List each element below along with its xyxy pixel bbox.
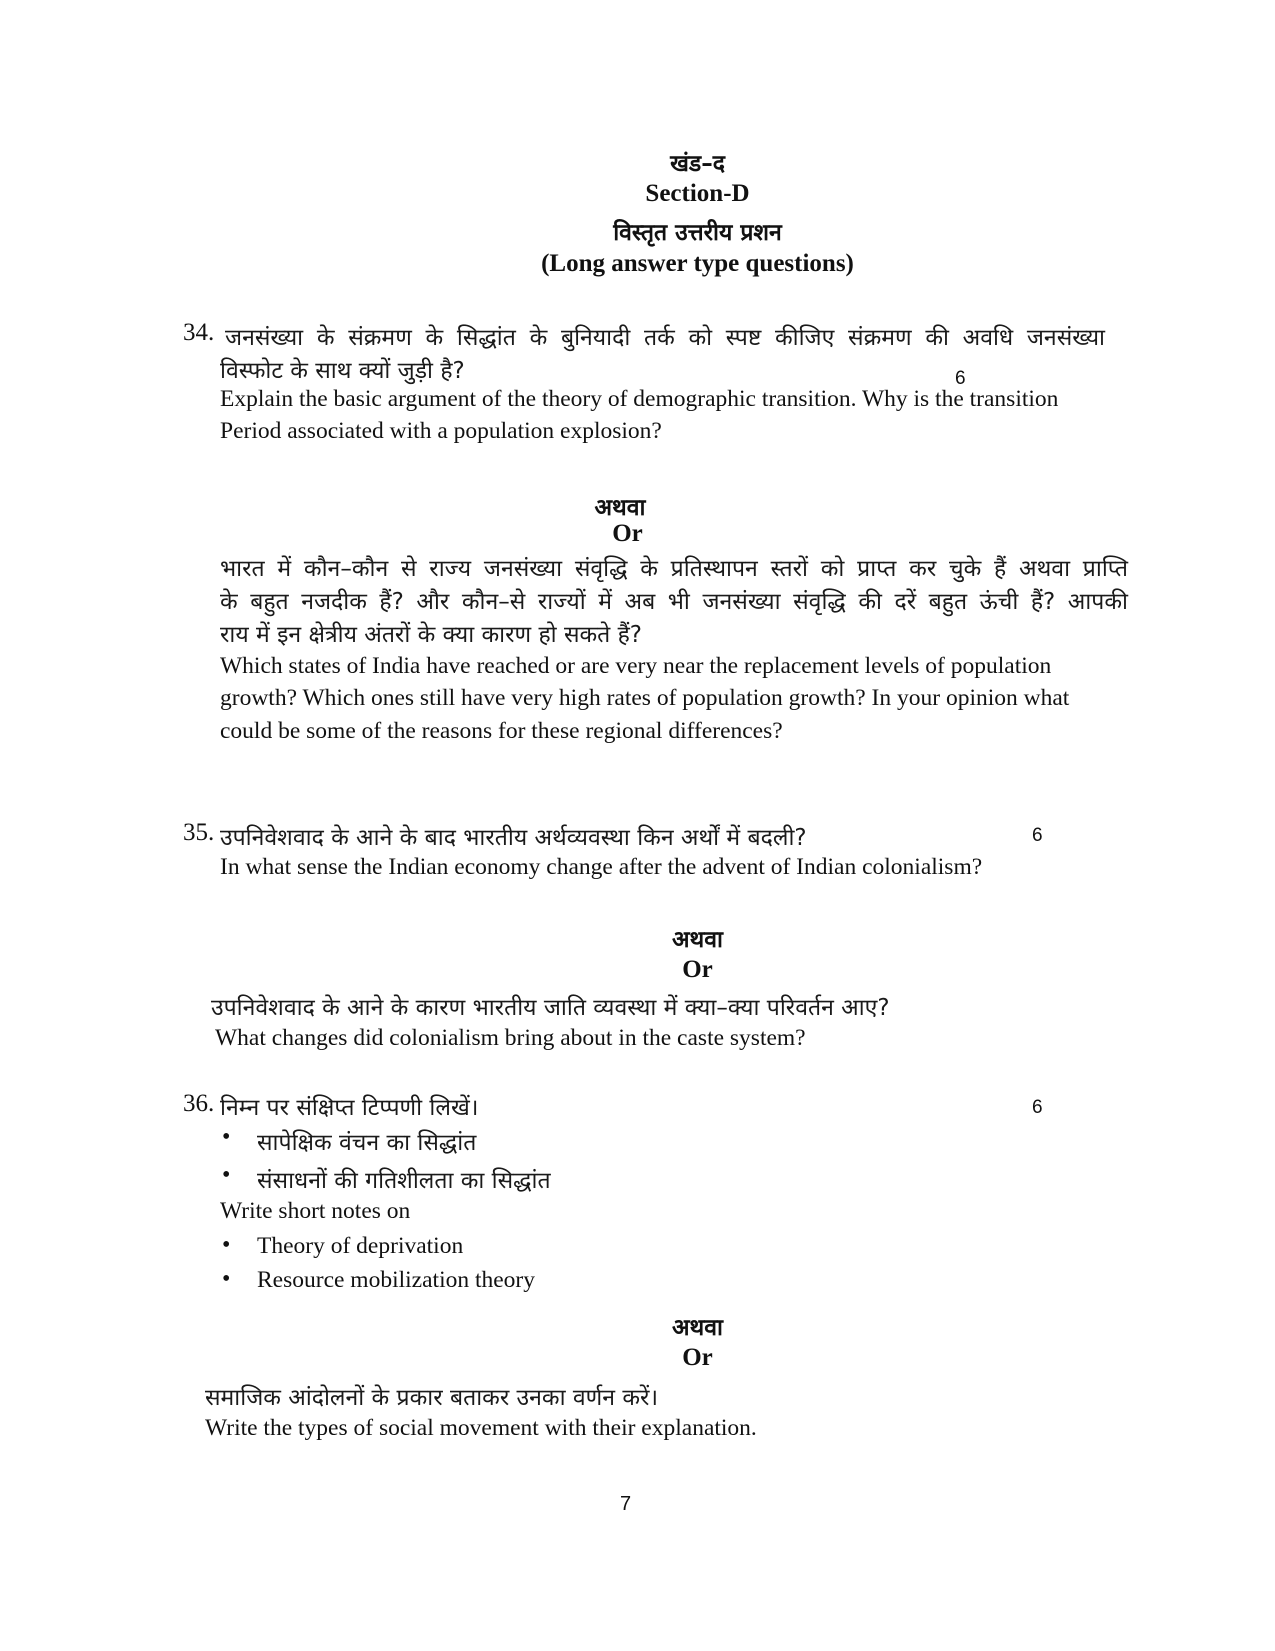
section-title-english: Section-D <box>645 180 750 207</box>
question-36-hindi-line1: निम्न पर संक्षिप्त टिप्पणी लिखें। <box>220 1095 479 1121</box>
question-34-alt-english-line1: Which states of India have reached or are very near the replacement levels of population <box>220 653 1052 679</box>
question-34-english-line1: Explain the basic argument of the theory of demographic transition. Why is the transition <box>220 386 1059 412</box>
question-35-alt-hindi-line1: उपनिवेशवाद के आने के कारण भारतीय जाति व्यवस्था में क्या–क्या परिवर्तन आए? <box>211 995 890 1021</box>
question-36-alt-hindi-line1: समाजिक आंदोलनों के प्रकार बताकर उनका वर्णन करें। <box>205 1385 659 1411</box>
question-34-number: 34. <box>183 319 215 346</box>
question-35-alt-english-line1: What changes did colonialism bring about in the caste system? <box>215 1025 806 1051</box>
question-34-english-line2: Period associated with a population explosion? <box>220 418 662 444</box>
question-35-english-line1: In what sense the Indian economy change after the advent of Indian colonialism? <box>220 854 983 880</box>
question-36-hindi-bullet-2: संसाधनों की गतिशीलता का सिद्धांत <box>257 1168 551 1194</box>
question-36-english-intro: Write short notes on <box>220 1198 411 1224</box>
question-36-alt-english-line1: Write the types of social movement with their explanation. <box>205 1415 757 1441</box>
question-34-marks: 6 <box>955 368 966 389</box>
question-34-alt-hindi-line3: राय में इन क्षेत्रीय अंतरों के क्या कारण हो सकते हैं? <box>220 622 642 648</box>
question-34-hindi-line1: जनसंख्या के संक्रमण के सिद्धांत के बुनियादी तर्क को स्पष्ट कीजिए संक्रमण की अवधि जनसंख्या <box>225 325 1105 351</box>
question-34-alt-english-line2: growth? Which ones still have very high rates of population growth? In your opinion what <box>220 685 1070 711</box>
question-34-alt-hindi-line1: भारत में कौन–कौन से राज्य जनसंख्या संवृद्धि के प्रतिस्थापन स्तरों को प्राप्त कर चुके हैं अथवा प्राप्ति <box>220 556 1128 582</box>
question-36-english-bullet-1: Theory of deprivation <box>257 1233 464 1259</box>
bullet-marker: • <box>222 1232 231 1258</box>
question-36-hindi-bullet-1: सापेक्षिक वंचन का सिद्धांत <box>257 1130 477 1156</box>
question-36-number: 36. <box>183 1090 215 1117</box>
q36-or-english: Or <box>682 1344 713 1371</box>
q34-or-hindi: अथवा <box>594 495 646 521</box>
question-type-english: (Long answer type questions) <box>541 250 854 277</box>
page-number: 7 <box>620 1493 632 1515</box>
bullet-marker: • <box>222 1162 231 1188</box>
question-34-alt-english-line3: could be some of the reasons for these regional differences? <box>220 718 783 744</box>
q35-or-hindi: अथवा <box>671 927 723 953</box>
question-type-hindi: विस्तृत उत्तरीय प्रशन <box>613 220 782 246</box>
bullet-marker: • <box>222 1124 231 1150</box>
question-34-alt-hindi-line2: के बहुत नजदीक हैं? और कौन–से राज्यों में अब भी जनसंख्या संवृद्धि की दरें बहुत ऊंची हैं? आपकी <box>220 589 1128 615</box>
q35-or-english: Or <box>682 956 713 983</box>
section-title-hindi: खंड–द <box>670 151 725 177</box>
bullet-marker: • <box>222 1266 231 1292</box>
question-35-hindi-line1: उपनिवेशवाद के आने के बाद भारतीय अर्थव्यवस्था किन अर्थों में बदली? <box>220 825 807 851</box>
q34-or-english: Or <box>612 520 643 547</box>
question-34-hindi-line2: विस्फोट के साथ क्यों जुड़ी है? <box>220 358 465 384</box>
question-35-marks: 6 <box>1032 825 1043 846</box>
question-36-english-bullet-2: Resource mobilization theory <box>257 1267 536 1293</box>
question-35-number: 35. <box>183 819 215 846</box>
q36-or-hindi: अथवा <box>671 1315 723 1341</box>
question-36-marks: 6 <box>1032 1097 1043 1118</box>
